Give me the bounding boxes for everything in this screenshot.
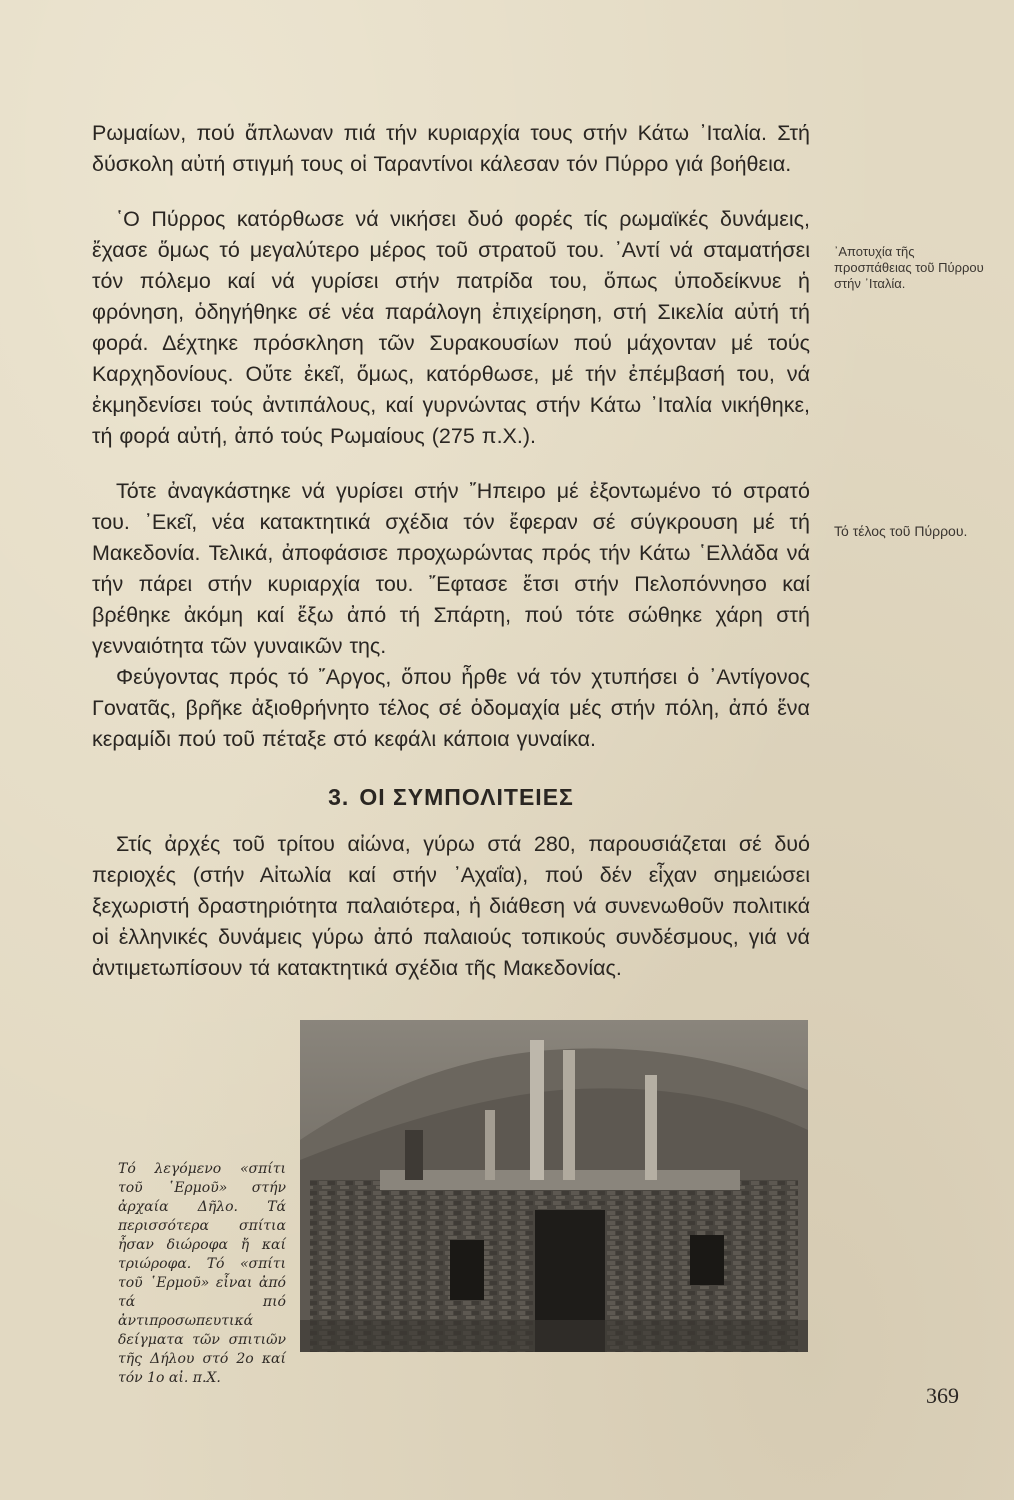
section-title: ΟΙ ΣΥΜΠΟΛΙΤΕΙΕΣ — [359, 784, 574, 810]
margin-note-end-of-pyrrhus: Τό τέλος τοῦ Πύρρου. — [834, 523, 968, 539]
paragraph-4: Φεύγοντας πρός τό ῎Αργος, ὅπου ἦρθε νά τόν χτυπήσει ὁ ᾽Αντίγονος Γονατᾶς, βρῆκε ἀξιοθρήνητο τέλος σέ ὁδομαχία μές στήν πόλη, ἀπό ἕνα κεραμίδι πού τοῦ πέταξε στό κεφάλι κάποια γυναίκα. — [92, 665, 810, 751]
section-number: 3. — [328, 784, 350, 810]
paragraph-5: Στίς ἀρχές τοῦ τρίτου αἰώνα, γύρω στά 280, παρουσιάζεται σέ δυό περιοχές (στήν Αἰτωλία καί στήν ᾽Αχαΐα), πού δέν εἶχαν σημειώσει ξεχωριστή δραστηριότητα παλαιότερα, ἡ διάθεση νά συνενωθοῦν πολιτικά οἱ ἑλληνικές δυνάμεις γύρω ἀπό παλαιούς τοπικούς συνδέσμους, γιά νά ἀντιμετωπίσουν τά κατακτητικά σχέδια τῆς Μακεδονίας. — [92, 832, 810, 980]
figure-caption: Τό λεγόμενο «σπίτι τοῦ ῾Ερμοῦ» στήν ἀρχαία Δῆλο. Τά περισσότερα σπίτια ἦσαν διώροφα ἤ καί τριώροφα. Τό «σπίτι τοῦ ῾Ερμοῦ» εἶναι ἀπό τά πιό ἀντιπροσωπευτικά δείγματα τῶν σπιτιῶν τῆς Δήλου στό 2ο καί τόν 1ο αἰ. π.Χ. — [118, 1161, 286, 1386]
paragraph-1: Ρωμαίων, πού ἄπλωναν πιά τήν κυριαρχία τους στήν Κάτω ᾽Ιταλία. Στή δύσκολη αὐτή στιγμή τους οἱ Ταραντίνοι κάλεσαν τόν Πύρρο γιά βοήθεια. — [92, 121, 810, 176]
paragraph-3: Τότε ἀναγκάστηκε νά γυρίσει στήν ῎Ηπειρο μέ ἐξοντωμένο τό στρατό του. ᾽Εκεῖ, νέα κατακτητικά σχέδια τόν ἔφεραν σέ σύγκρουση μέ τή Μακεδονία. Τελικά, ἀποφάσισε προχωρώντας πρός τήν Κάτω ῾Ελλάδα νά τήν πάρει στήν κυριαρχία του. ῎Εφτασε ἔτσι στήν Πελοπόννησο καί βρέθηκε ἀκόμη καί ἔξω ἀπό τή Σπάρτη, πού τότε σώθηκε χάρη στή γενναιότητα τῶν γυναικῶν της. — [92, 479, 810, 658]
margin-note-failure: ᾽Αποτυχία τῆς προσπάθειας τοῦ Πύρρου στήν ᾽Ιταλία. — [834, 244, 984, 291]
section-heading — [92, 779, 810, 815]
main-text-column — [92, 118, 810, 984]
page-number: 369 — [926, 1383, 959, 1408]
photo-house-of-hermes-delos — [300, 1020, 808, 1352]
paragraph-2: ῾Ο Πύρρος κατόρθωσε νά νικήσει δυό φορές τίς ρωμαϊκές δυνάμεις, ἔχασε ὅμως τό μεγαλύτερο μέρος τοῦ στρατοῦ του. ᾽Αντί νά σταματήσει τόν πόλεμο καί νά γυρίσει στήν πατρίδα του, ὅπως ὑποδείκνυε ἡ φρόνηση, ὁδηγήθηκε σέ νέα παράλογη ἐπιχείρηση, στή Σικελία αὐτή τή φορά. Δέχτηκε πρόσκληση τῶν Συρακουσίων πού μάχονταν μέ τούς Καρχηδονίους. Οὔτε ἐκεῖ, ὅμως, κατόρθωσε, μέ τήν ἐπέμβασή του, νά ἐκμηδενίσει τούς ἀντιπάλους, καί γυρνώντας στήν Κάτω ᾽Ιταλία νικήθηκε, τή φορά αὐτή, ἀπό τούς Ρωμαίους (275 π.Χ.). — [92, 207, 810, 448]
